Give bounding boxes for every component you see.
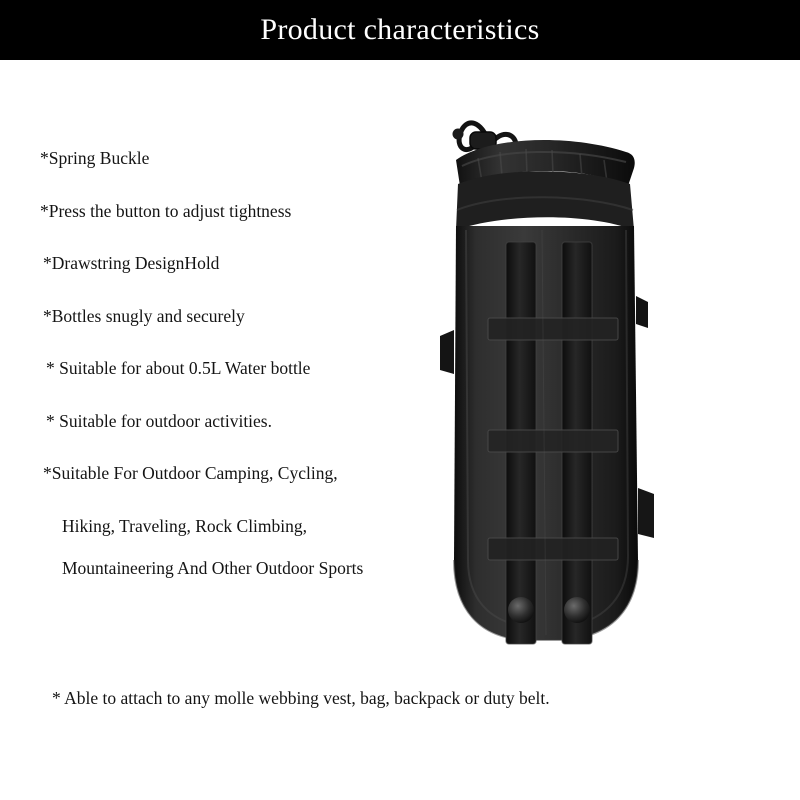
feature-item: *Drawstring DesignHold	[43, 253, 220, 273]
page-title: Product characteristics	[260, 13, 540, 46]
feature-item: * Suitable for outdoor activities.	[46, 410, 272, 431]
feature-list	[40, 150, 460, 578]
feature-item: *Spring Buckle	[40, 148, 150, 168]
feature-item: *Suitable For Outdoor Camping, Cycling,	[43, 463, 338, 483]
feature-item: *Bottles snugly and securely	[43, 305, 245, 326]
pouch-collar	[456, 171, 634, 230]
product-image	[430, 90, 770, 670]
feature-item: * Suitable for about 0.5L Water bottle	[46, 358, 311, 378]
feature-item-continuation: Mountaineering And Other Outdoor Sports	[62, 558, 364, 578]
feature-item: *Press the button to adjust tightness	[40, 200, 292, 221]
feature-item-continuation: Hiking, Traveling, Rock Climbing,	[62, 515, 308, 536]
header-banner	[0, 0, 800, 60]
footer-note: * Able to attach to any molle webbing vest, bag, backpack or duty belt.	[52, 688, 550, 708]
